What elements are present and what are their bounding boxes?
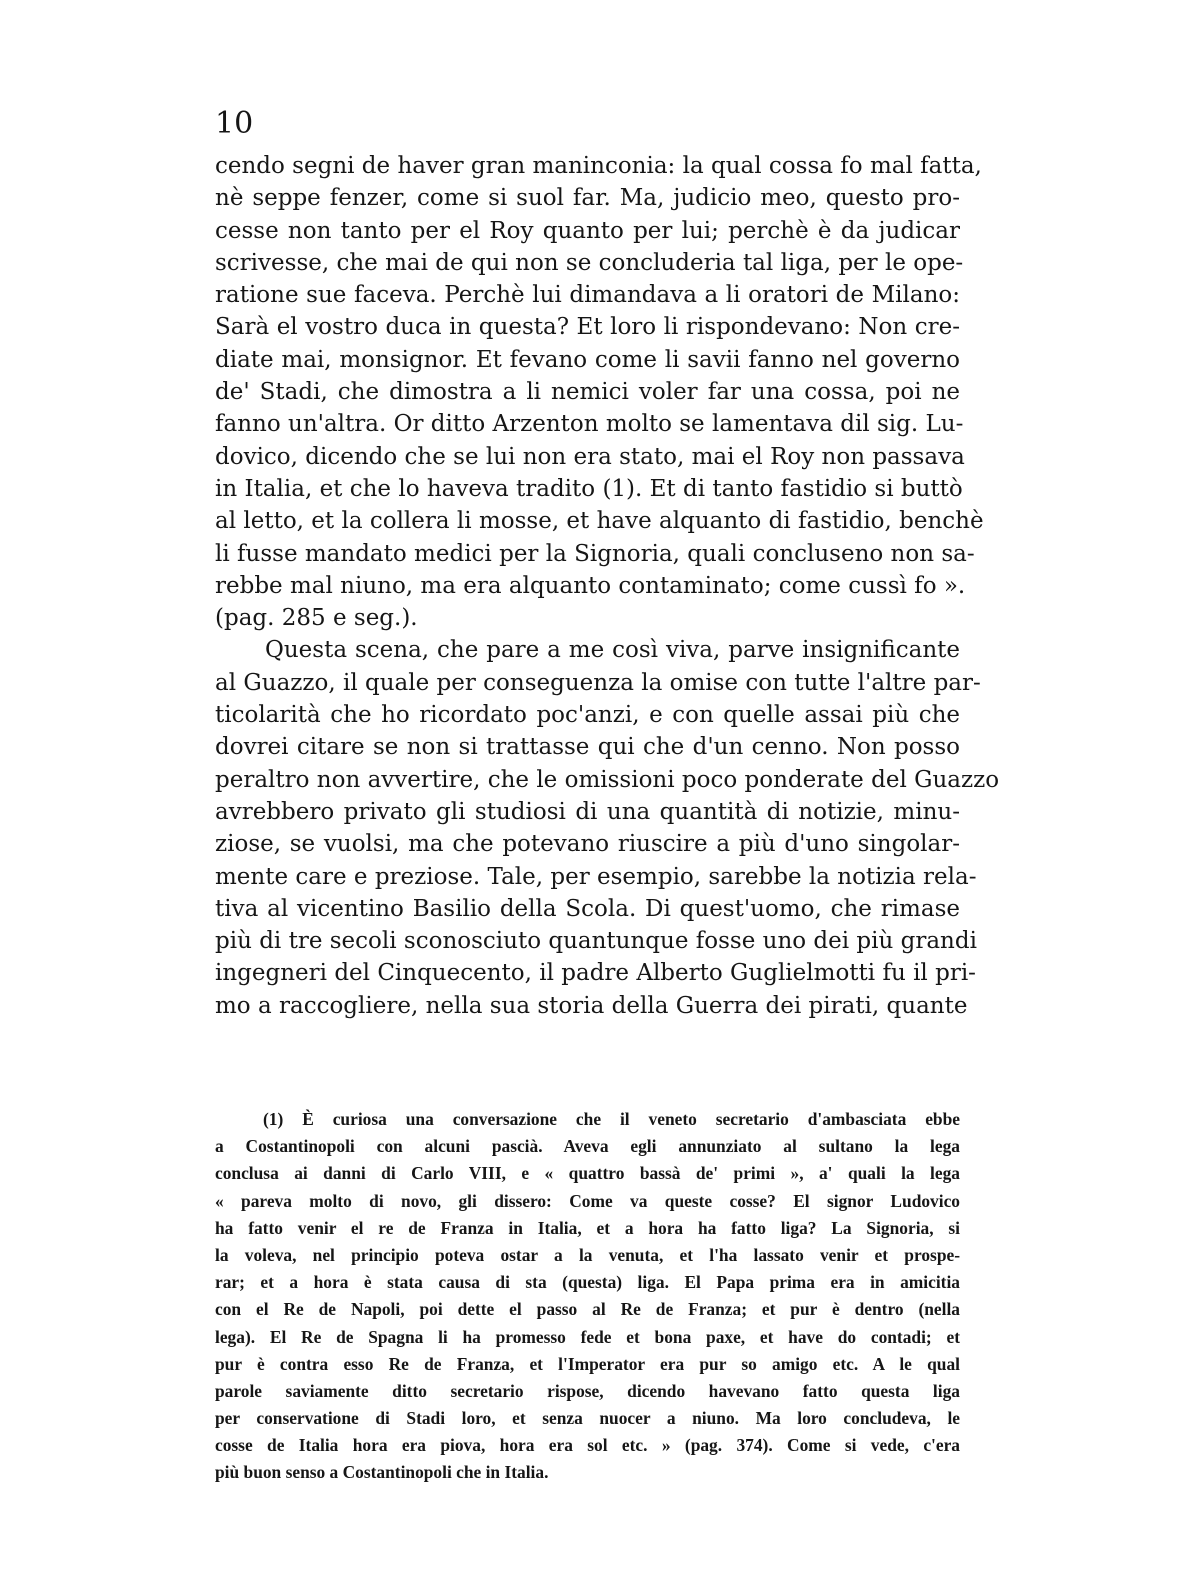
footnote-line: più buon senso a Costantinopoli che in Italia. [215,1462,549,1483]
body-text-line: in Italia, et che lo haveva tradito (1). Et di tanto fastidio si buttò [215,475,963,502]
body-text-line: al letto, et la collera li mosse, et have alquanto di fastidio, benchè [215,508,984,535]
body-text-line: li fusse mandato medici per la Signoria, quali concluseno non sa- [215,540,975,567]
footnote-line: rar; et a hora è stata causa di sta (questa) liga. El Papa prima era in amicitia [215,1272,960,1293]
footnote-line: la voleva, nel principio poteva ostar a la venuta, et l'ha lassato venir et prospe- [215,1244,960,1265]
page-number: 10 [215,106,254,141]
body-text-line: ingegneri del Cinquecento, il padre Alberto Guglielmotti fu il pri- [215,960,976,987]
body-text-line: fanno un'altra. Or ditto Arzenton molto se lamentava dil sig. Lu- [215,411,964,438]
body-text-line: ticolarità che ho ricordato poc'anzi, e con quelle assai più che [215,702,960,729]
body-text-line: Questa scena, che pare a me così viva, parve insignificante [265,637,960,664]
main-text [215,150,1000,1022]
footnote-line: con el Re de Napoli, poi dette el passo al Re de Franza; et pur è dentro (nella [215,1299,960,1320]
footnote [215,1106,960,1487]
body-text-line: avrebbero privato gli studiosi di una quantità di notizie, minu- [215,798,960,825]
footnote-line: per conservatione di Stadi loro, et senza nuocer a niuno. Ma loro concludeva, le [215,1408,960,1429]
body-text-line: rebbe mal niuno, ma era alquanto contaminato; come cussì fo ». [215,572,966,599]
footnote-line: lega). El Re de Spagna li ha promesso fede et bona paxe, et have do contadi; et [215,1326,960,1347]
footnote-line: parole saviamente ditto secretario rispose, dicendo havevano fatto questa liga [215,1380,960,1401]
body-text-line: cesse non tanto per el Roy quanto per lui; perchè è da judicar [215,217,960,244]
body-text-line: nè seppe fenzer, come si suol far. Ma, judicio meo, questo pro- [215,185,960,212]
footnote-line: « pareva molto di novo, gli dissero: Come va queste cosse? El signor Ludovico [215,1190,960,1211]
body-text-line: mo a raccogliere, nella sua storia della Guerra dei pirati, quante [215,992,968,1019]
body-text-line: dovico, dicendo che se lui non era stato, mai el Roy non passava [215,443,965,470]
footnote-line: conclusa ai danni di Carlo VIII, e « quattro bassà de' primi », a' quali la lega [215,1163,960,1184]
footnote-line: cosse de Italia hora era piova, hora era sol etc. » (pag. 374). Come si vede, c'era [215,1435,960,1456]
body-text-line: peraltro non avvertire, che le omissioni poco ponderate del Guazzo [215,766,1000,793]
body-text-line: ziose, se vuolsi, ma che potevano riuscire a più d'uno singolar- [215,831,960,858]
body-text-line: diate mai, monsignor. Et fevano come li savii fanno nel governo [215,346,960,373]
body-text-line: al Guazzo, il quale per conseguenza la omise con tutte l'altre par- [215,669,981,696]
body-text-line: de' Stadi, che dimostra a li nemici voler far una cossa, poi ne [215,379,960,406]
body-text-line: cendo segni de haver gran maninconia: la qual cossa fo mal fatta, [215,153,982,179]
body-text-line: tiva al vicentino Basilio della Scola. Di quest'uomo, che rimase [215,895,960,922]
body-text-line: mente care e preziose. Tale, per esempio, sarebbe la notizia rela- [215,863,977,890]
footnote-line: pur è contra esso Re de Franza, et l'Imperator era pur so amigo etc. A le qual [215,1353,960,1374]
body-text-line: scrivesse, che mai de qui non se concluderia tal liga, per le ope- [215,249,964,276]
body-text-line: più di tre secoli sconosciuto quantunque fosse uno dei più grandi [215,928,977,955]
body-text-line: dovrei citare se non si trattasse qui che d'un cenno. Non posso [215,734,960,761]
footnote-line: (1) È curiosa una conversazione che il veneto secretario d'ambasciata ebbe [263,1109,960,1129]
footnote-line: ha fatto venir el re de Franza in Italia, et a hora ha fatto liga? La Signoria, si [215,1217,960,1238]
body-text-line: (pag. 285 e seg.). [215,605,418,632]
footnote-line: a Costantinopoli con alcuni pascià. Aveva egli annunziato al sultano la lega [215,1136,960,1157]
body-text-line: ratione sue faceva. Perchè lui dimandava a li oratori de Milano: [215,282,960,309]
body-text-line: Sarà el vostro duca in questa? Et loro li rispondevano: Non cre- [215,314,960,341]
